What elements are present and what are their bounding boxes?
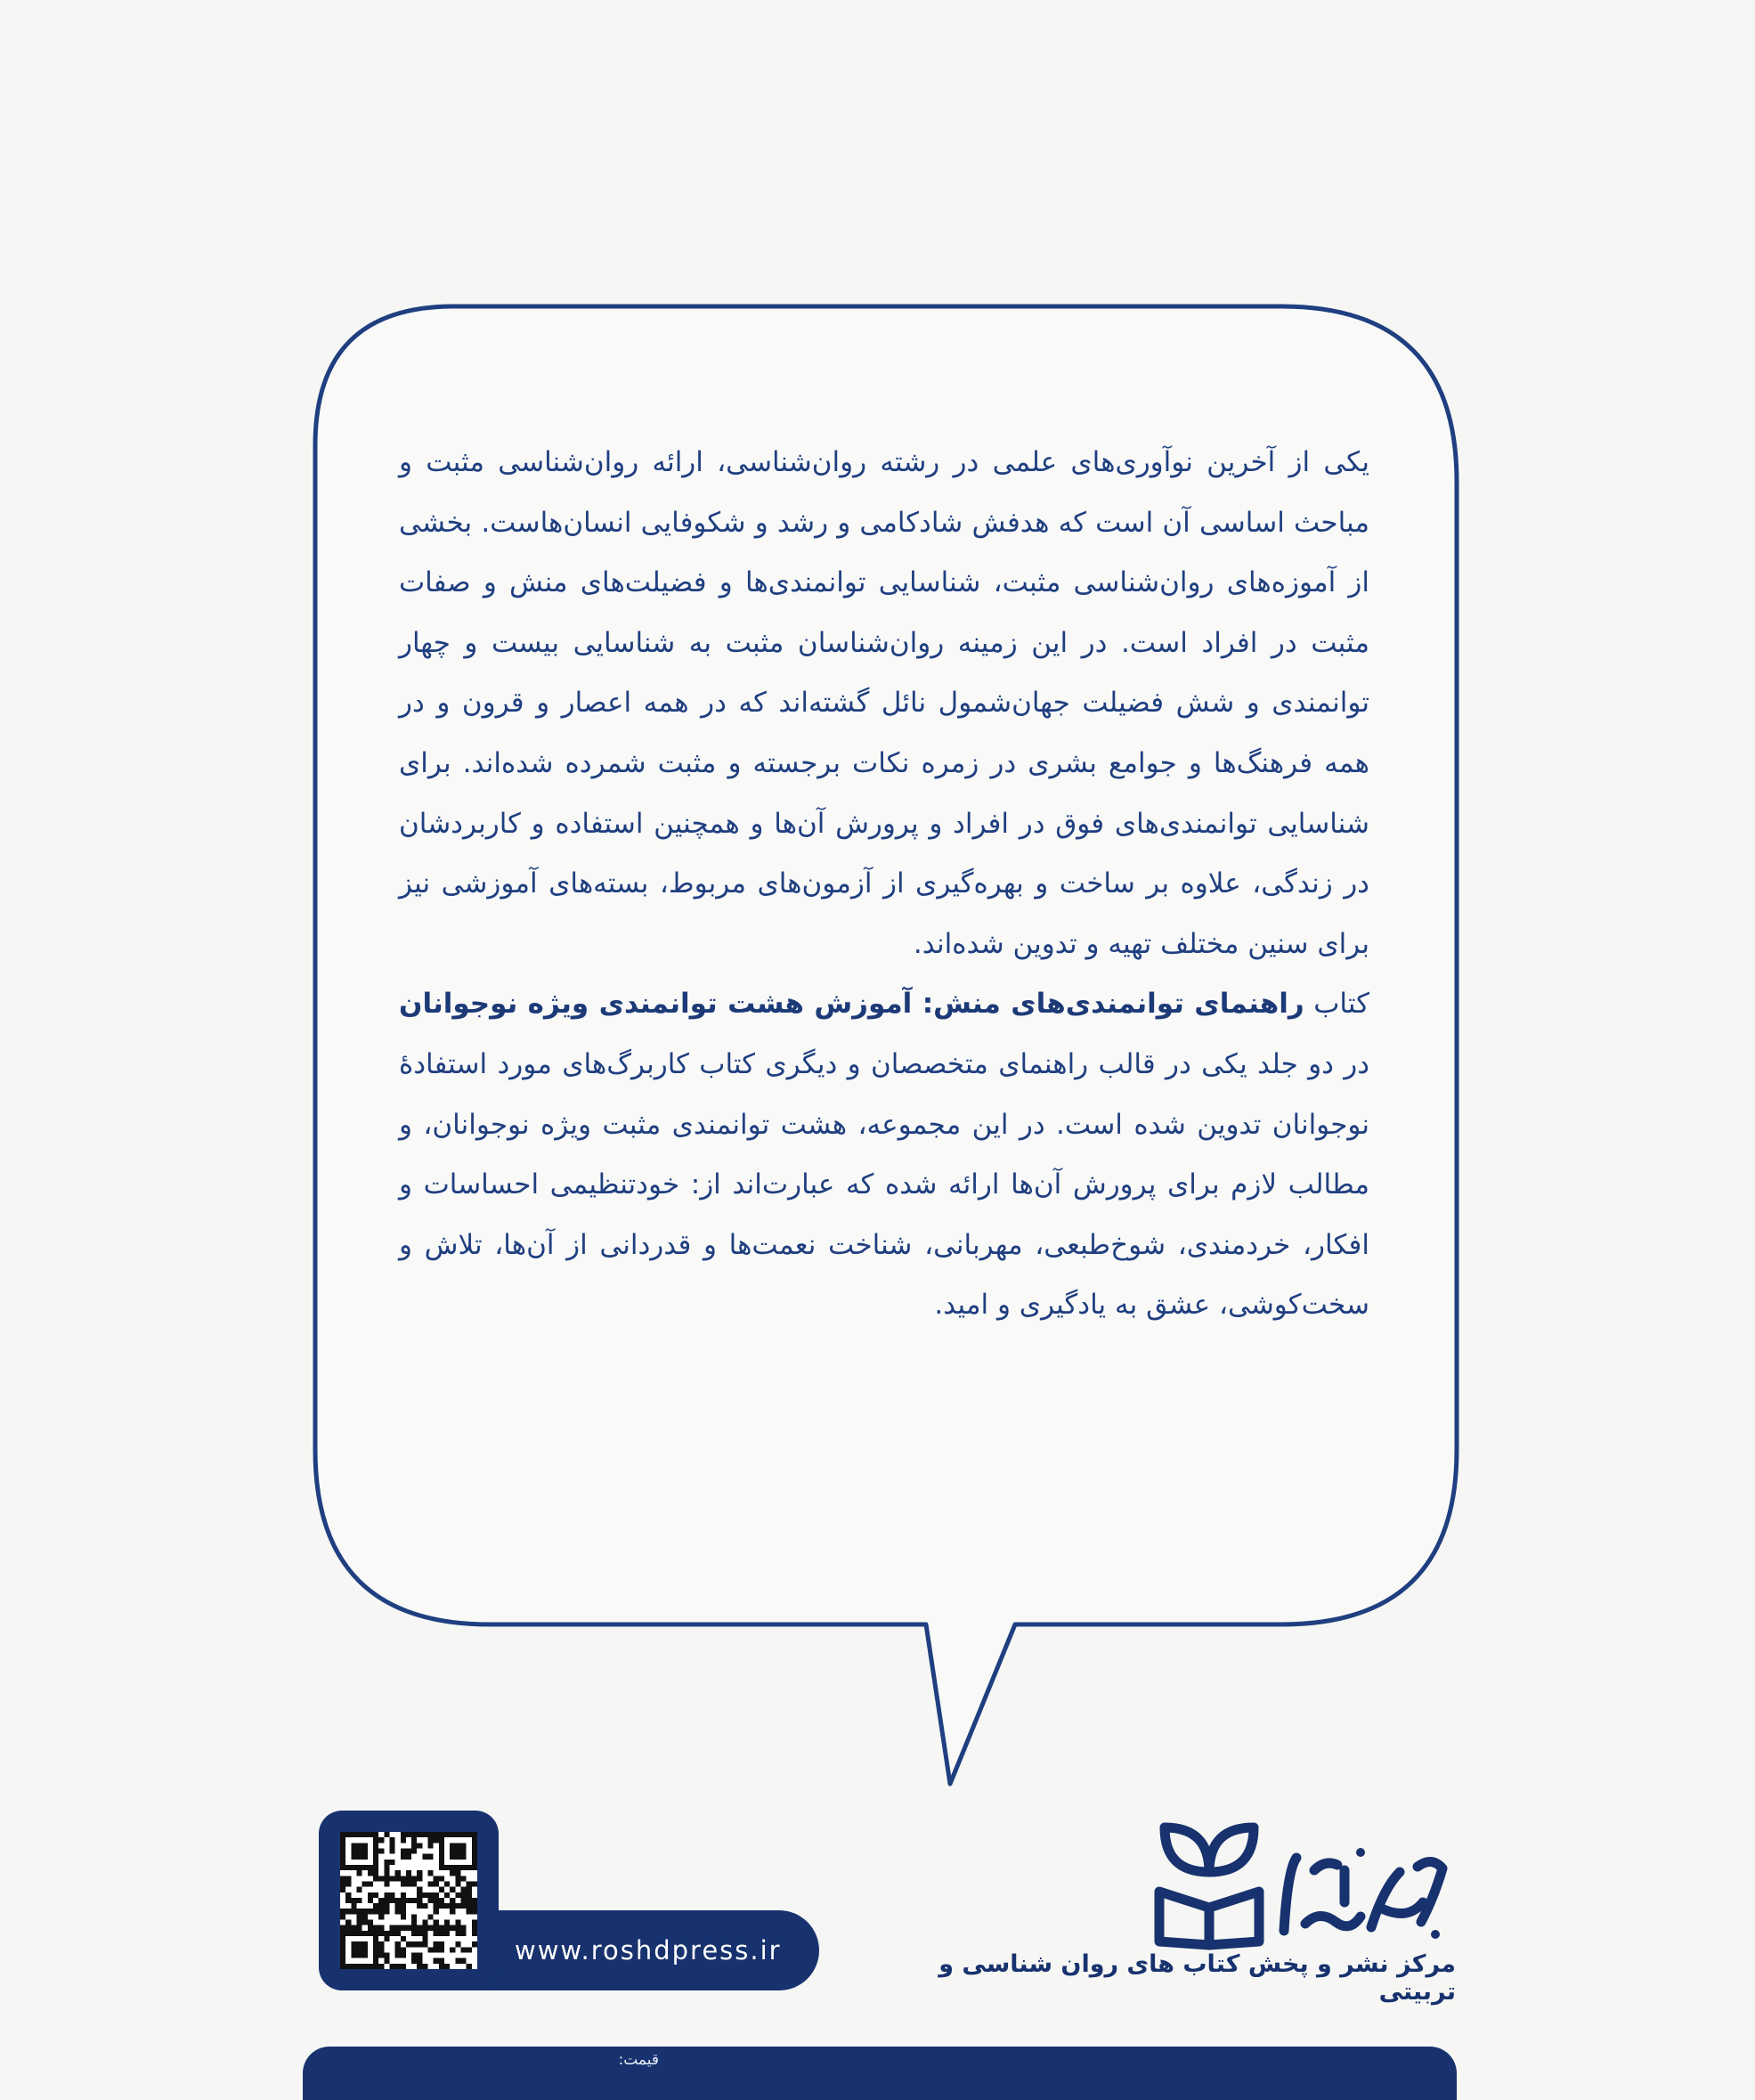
blurb-p2-lead: کتاب [1304,988,1369,1021]
back-cover-blurb [399,433,1369,1336]
publisher-tagline: مرکز نشر و پخش کتاب های روان شناسی و تربیتی [938,1950,1456,2006]
qr-website-panel [319,1811,819,1990]
qr-code-icon[interactable] [340,1832,477,1969]
blurb-paragraph-2 [399,974,1369,1336]
qr-code-frame [319,1811,499,1990]
price-label: قیمت: [618,2051,659,2069]
book-title-bold: راهنمای توانمندی‌های منش: آموزش هشت توانمندی ویژه نوجوانان [399,988,1304,1021]
blurb-paragraph-1: یکی از آخرین نوآوری‌های علمی در رشته روان‌شناسی، ارائه روان‌شناسی مثبت و مباحث اساسی آن است که هدفش شادکامی و رشد و شکوفایی انسان‌هاست. بخشی از آموزه‌های روان‌شناسی مثبت، شناسایی توانمندی‌ها و فضیلت‌های منش و صفات مثبت در افراد است. در این زمینه روان‌شناسان مثبت به شناسایی بیست و چهار توانمندی و شش فضیلت جهان‌شمول نائل گشته‌اند که در همه اعصار و قرون و در همه فرهنگ‌ها و جوامع بشری در زمره نکات برجسته و مثبت شمرده شده‌اند. برای شناسایی توانمندی‌های فوق در افراد و پرورش آن‌ها و همچنین استفاده و کاربردشان در زندگی، علاوه بر ساخت و بهره‌گیری از آزمون‌های مربوط، بسته‌های آموزشی نیز برای سنین مختلف تهیه و تدوین شده‌اند. [399,446,1369,960]
book-sprout-logo-icon [1154,1817,1453,1950]
website-bar[interactable] [452,1910,819,1990]
blurb-p2-rest: در دو جلد یکی در قالب راهنمای متخصصان و دیگری کتاب کاربرگ‌های مورد استفادۀ نوجوانان تدوین شده است. در این مجموعه، هشت توانمندی مثبت ویژه نوجوانان، و مطالب لازم برای پرورش آن‌ها ارائه شده که عبارت‌اند از: خودتنظیمی احساسات و افکار، خردمندی، شوخ‌طبعی، مهربانی، شناخت نعمت‌ها و قدردانی از آن‌ها، تلاش و سخت‌کوشی، عشق به یادگیری و امید. [399,1047,1369,1322]
website-url[interactable]: www.roshdpress.ir [515,1935,782,1966]
